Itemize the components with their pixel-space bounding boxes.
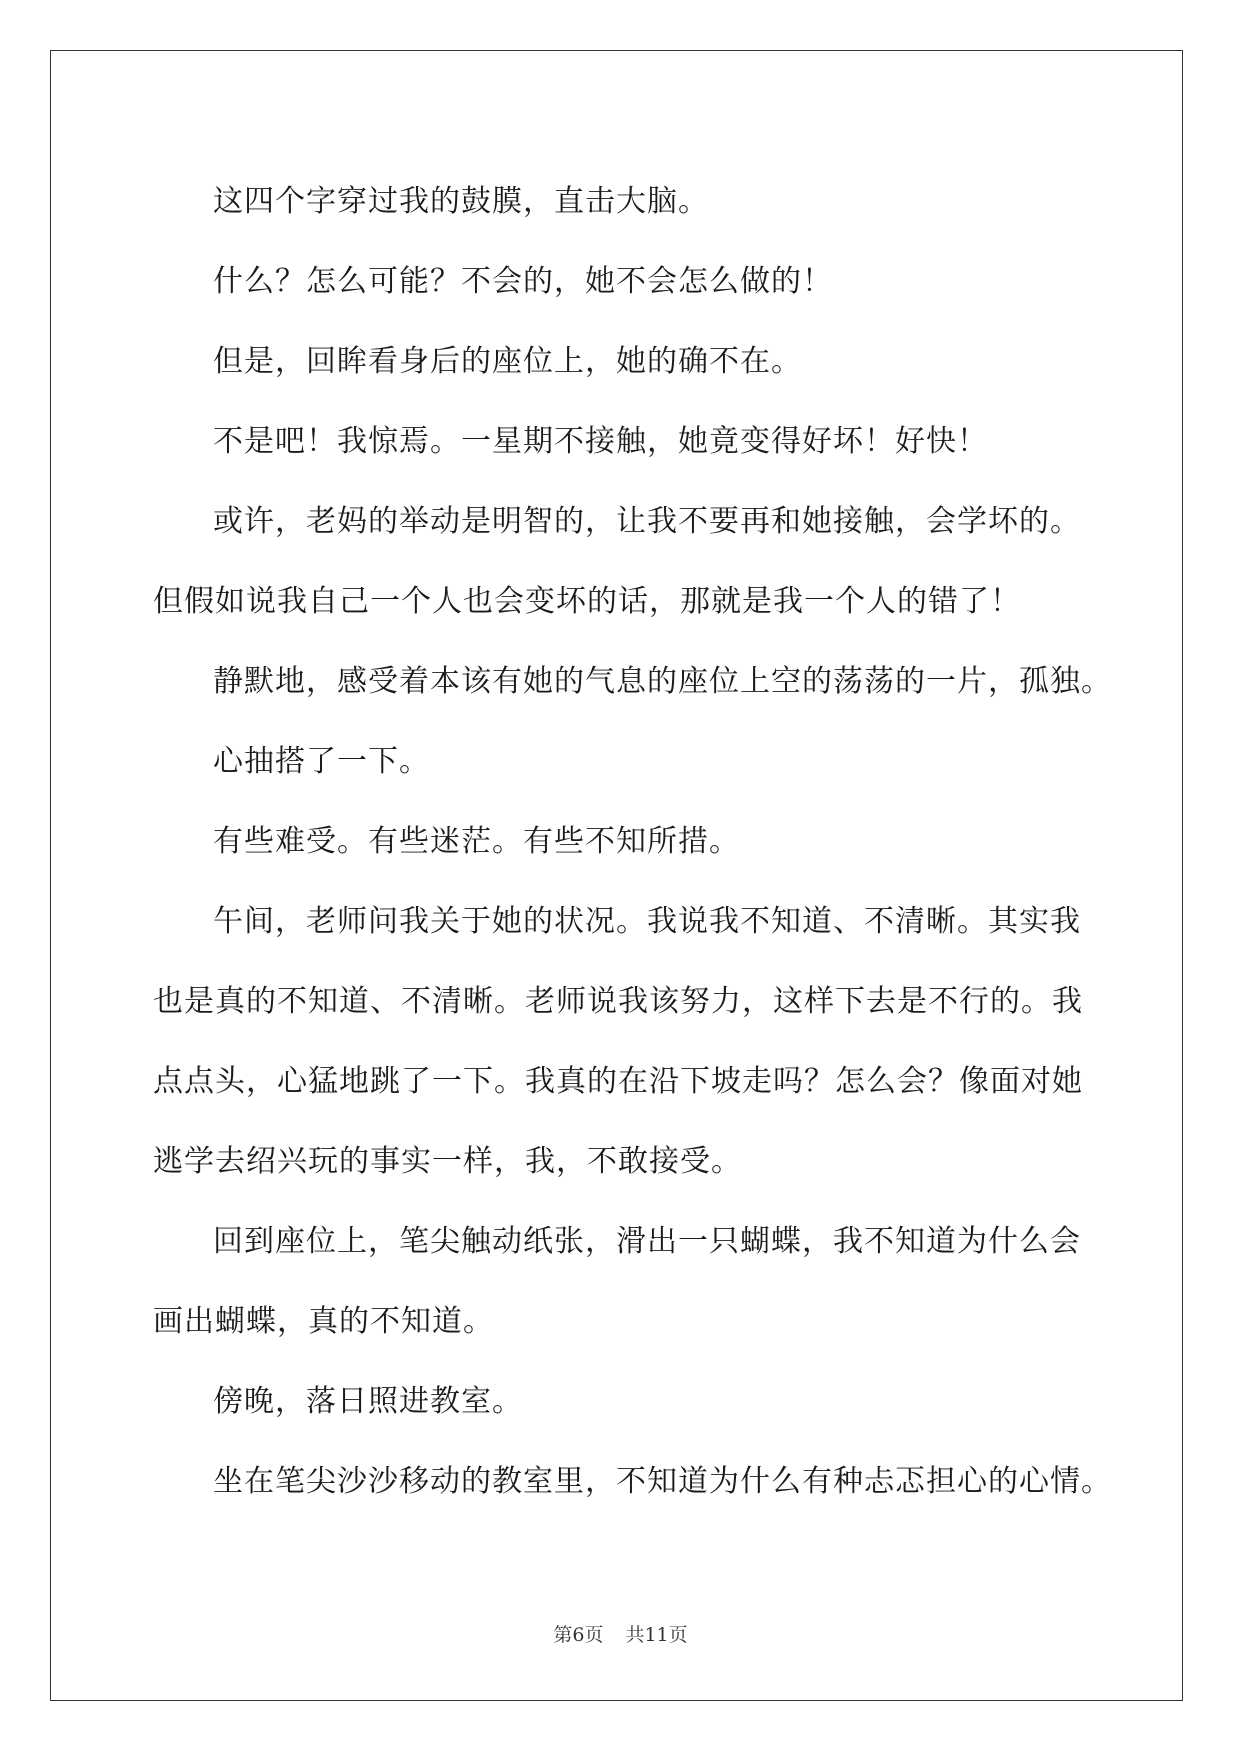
paragraph-line: 点点头，心猛地跳了一下。我真的在沿下坡走吗？怎么会？像面对她 [153,1064,1083,1099]
paragraph-7 [153,722,1093,802]
paragraph-11 [153,1362,1093,1442]
paragraph-line: 但是，回眸看身后的座位上，她的确不在。 [213,344,802,379]
paragraph-line: 这四个字穿过我的鼓膜，直击大脑。 [213,184,709,219]
paragraph-line: 坐在笔尖沙沙移动的教室里，不知道为什么有种忐忑担心的心情。 [213,1464,1112,1499]
page-footer [0,1620,1241,1647]
paragraph-4 [153,402,1093,482]
paragraph-6 [153,642,1112,722]
paragraph-5 [153,482,1093,642]
paragraph-line: 傍晚，落日照进教室。 [213,1384,523,1419]
paragraph-line: 也是真的不知道、不清晰。老师说我该努力，这样下去是不行的。我 [153,984,1083,1019]
paragraph-line: 画出蝴蝶，真的不知道。 [153,1304,494,1339]
paragraph-line: 不是吧！我惊焉。一星期不接触，她竟变得好坏！好快！ [213,424,988,459]
paragraph-1 [153,162,1093,242]
paragraph-10 [153,1202,1093,1362]
page-total: 共11页 [625,1624,688,1646]
paragraph-12 [153,1442,1112,1522]
paragraph-9 [153,882,1093,1202]
paragraph-line: 有些难受。有些迷茫。有些不知所措。 [213,824,740,859]
paragraph-8 [153,802,1093,882]
paragraph-line: 逃学去绍兴玩的事实一样，我，不敢接受。 [153,1144,742,1179]
document-body [153,162,1112,1522]
paragraph-line: 什么？怎么可能？不会的，她不会怎么做的！ [213,264,833,299]
paragraph-2 [153,242,1093,322]
paragraph-line: 回到座位上，笔尖触动纸张，滑出一只蝴蝶，我不知道为什么会 [213,1224,1081,1259]
paragraph-line: 但假如说我自己一个人也会变坏的话，那就是我一个人的错了！ [153,584,1021,619]
paragraph-3 [153,322,1093,402]
paragraph-line: 午间，老师问我关于她的状况。我说我不知道、不清晰。其实我 [213,904,1081,939]
page-number: 第6页 [553,1624,604,1646]
paragraph-line: 心抽搭了一下。 [213,744,430,779]
paragraph-line: 静默地，感受着本该有她的气息的座位上空的荡荡的一片，孤独。 [213,664,1112,699]
paragraph-line: 或许，老妈的举动是明智的，让我不要再和她接触，会学坏的。 [213,504,1081,539]
